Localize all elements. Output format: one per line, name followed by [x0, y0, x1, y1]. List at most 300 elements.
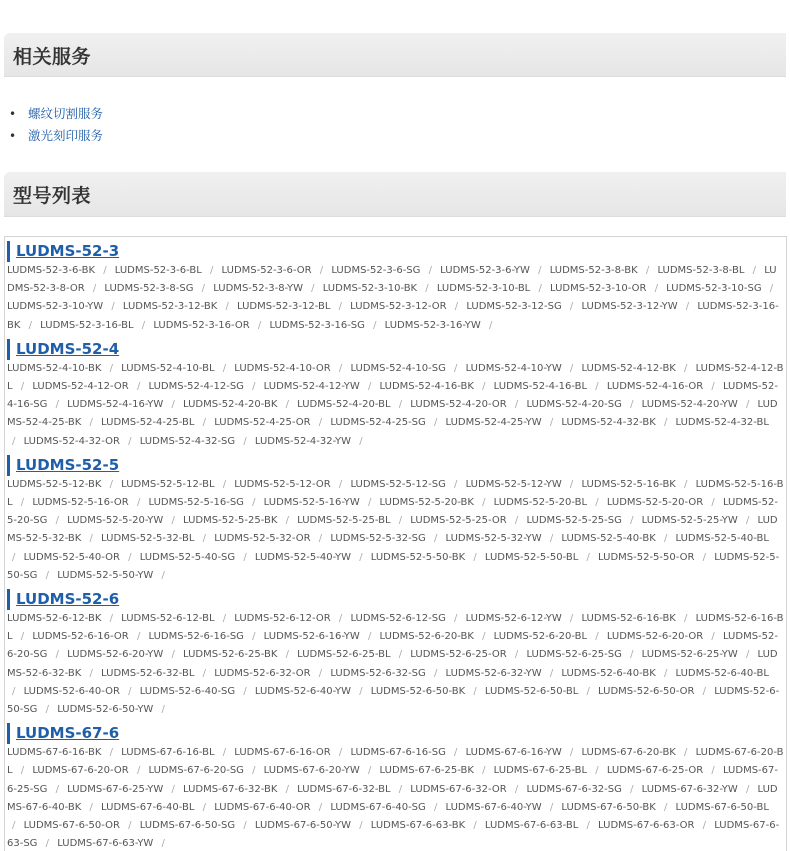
separator: / [549, 417, 554, 429]
separator: / [769, 283, 774, 295]
part-number-link[interactable]: LUDMS-52-6-25-SG [526, 649, 622, 661]
separator: / [252, 765, 256, 777]
part-number-link[interactable]: LUDMS-52-4-20-OR [410, 399, 507, 411]
part-number-link[interactable]: LUDMS-52-6-50-YW [57, 704, 154, 716]
part-number-link[interactable]: LUDMS-67-6-50-BK [561, 801, 656, 813]
part-number-link[interactable]: LUDMS-52-6-20-SG [7, 631, 778, 661]
part-number-link[interactable]: LUDMS-52-5-25-BL [297, 515, 391, 527]
part-number-link[interactable]: LUDMS-67-6-16-BK [7, 747, 102, 759]
part-number-link[interactable]: LUDMS-52-4-10-SG [350, 362, 446, 374]
part-number-link[interactable]: LUDMS-67-6-40-BK [7, 783, 778, 813]
separator: / [92, 283, 97, 295]
part-number-link[interactable]: LUDMS-52-6-25-YW [641, 649, 738, 661]
separator: / [454, 747, 458, 759]
part-number-link[interactable]: LUDMS-52-4-12-BK [581, 362, 676, 374]
model-group-title[interactable]: LUDMS-52-3 [7, 241, 786, 262]
separator: / [89, 417, 93, 429]
part-number-link[interactable]: LUDMS-52-6-16-BK [581, 613, 676, 625]
separator: / [55, 783, 59, 795]
part-number-link[interactable]: LUDMS-52-5-32-BK [7, 515, 778, 545]
part-number-link[interactable]: LUDMS-52-3-10-BL [436, 283, 531, 295]
part-number-link[interactable]: LUDMS-52-3-6-BK [7, 265, 96, 276]
separator: / [654, 283, 658, 295]
separator: / [663, 667, 668, 679]
part-number-link[interactable]: LUDMS-67-6-40-OR [214, 801, 311, 813]
part-number-link[interactable]: LUDMS-52-4-20-SG [526, 399, 622, 411]
part-number-link[interactable]: LUDMS-52-6-32-SG [330, 667, 426, 679]
separator: / [745, 515, 750, 527]
part-number-link[interactable]: LUDMS-52-6-50-BL [484, 685, 579, 697]
part-number-link[interactable]: LUDMS-52-4-32-SG [139, 435, 236, 447]
part-number-link[interactable]: LUDMS-52-4-10-BL [121, 362, 215, 374]
part-number-link[interactable]: LUDMS-67-6-50-OR [23, 820, 120, 832]
part-number-link[interactable]: LUDMS-52-3-6-BL [114, 265, 202, 276]
separator: / [711, 497, 715, 509]
part-number-link[interactable]: LUDMS-52-5-40-BL [675, 533, 769, 545]
separator: / [684, 613, 688, 625]
separator: / [684, 478, 688, 490]
part-number-link[interactable]: LUDMS-52-6-12-YW [465, 613, 562, 625]
separator: / [425, 283, 429, 295]
part-number-link[interactable]: LUDMS-52-5-16-YW [263, 497, 360, 509]
separator: / [359, 820, 363, 832]
separator: / [454, 613, 458, 625]
separator: / [243, 551, 247, 563]
part-number-link[interactable]: LUDMS-52-6-50-BK [370, 685, 466, 697]
part-number-link[interactable]: LUDMS-52-3-6-YW [440, 265, 530, 276]
separator: / [318, 801, 323, 813]
part-number-link[interactable]: LUDMS-52-4-25-YW [445, 417, 542, 429]
separator: / [398, 783, 403, 795]
separator: / [663, 533, 668, 545]
part-number-link[interactable]: LUDMS-67-6-25-BL [493, 765, 588, 777]
separator: / [367, 381, 372, 393]
part-number-link[interactable]: LUDMS-52-5-40-YW [254, 551, 352, 563]
part-number-link[interactable]: LUDMS-52-5-20-YW [67, 515, 164, 527]
separator: / [630, 515, 634, 527]
part-number-link[interactable]: LUDMS-52-3-10-YW [7, 301, 104, 313]
separator: / [12, 820, 16, 832]
list-item [9, 103, 103, 125]
part-number-link[interactable]: LUDMS-52-6-20-OR [606, 631, 704, 643]
part-number-link[interactable]: LUDMS-52-3-6-OR [221, 265, 312, 276]
separator: / [285, 515, 289, 527]
part-number-link[interactable]: LUDMS-52-3-8-BK [549, 265, 638, 276]
part-number-link[interactable]: LUDMS-52-3-10-BK [322, 283, 418, 295]
part-number-link[interactable]: LUDMS-67-6-32-OR [410, 783, 507, 795]
part-number-link[interactable]: LUDMS-52-4-32-OR [23, 435, 120, 447]
separator: / [367, 497, 372, 509]
separator: / [569, 747, 574, 759]
model-group-title[interactable]: LUDMS-52-4 [7, 339, 786, 360]
part-number-link[interactable]: LUDMS-52-6-40-YW [254, 685, 352, 697]
separator: / [549, 533, 554, 545]
part-number-link[interactable]: LUDMS-52-3-10-SG [666, 283, 762, 295]
separator: / [595, 631, 599, 643]
part-number-link[interactable]: LUDMS-67-6-32-YW [641, 783, 738, 795]
part-number-link[interactable]: LUDMS-52-4-25-SG [330, 417, 426, 429]
separator: / [311, 283, 315, 295]
part-number-link[interactable]: LUDMS-52-4-10-BK [7, 362, 102, 374]
separator: / [285, 783, 289, 795]
part-number-link[interactable]: LUDMS-67-6-32-BL [297, 783, 391, 795]
separator: / [318, 533, 323, 545]
part-number-link[interactable]: LUDMS-67-6-50-YW [254, 820, 352, 832]
part-number-link[interactable]: LUDMS-52-5-12-OR [234, 478, 331, 490]
part-number-link[interactable]: LUDMS-52-4-12-BL [7, 362, 784, 393]
separator: / [702, 551, 707, 563]
part-number-link[interactable]: LUDMS-52-4-32-YW [254, 435, 352, 447]
part-number-link[interactable]: LUDMS-52-6-50-SG [7, 685, 780, 716]
separator: / [225, 301, 229, 313]
separator: / [202, 417, 206, 429]
part-number-link[interactable]: LUDMS-52-6-32-OR [214, 667, 311, 679]
part-number-link[interactable]: LUDMS-52-5-16-BK [581, 478, 676, 490]
separator: / [12, 435, 16, 447]
part-number-link[interactable]: LUDMS-52-5-25-YW [641, 515, 738, 527]
part-number-link[interactable]: LUDMS-67-6-63-BK [370, 820, 466, 832]
part-number-link[interactable]: LUDMS-52-4-10-OR [234, 362, 331, 374]
separator: / [55, 649, 59, 661]
part-number-link[interactable]: LUDMS-52-5-25-BK [183, 515, 278, 527]
part-number-link[interactable]: LUDMS-52-5-12-BL [121, 478, 215, 490]
separator: / [514, 399, 519, 411]
separator: / [586, 685, 590, 697]
separator: / [20, 497, 25, 509]
part-number-link[interactable]: LUDMS-67-6-20-YW [263, 765, 360, 777]
separator: / [663, 801, 668, 813]
part-number-link[interactable]: LUDMS-67-6-20-OR [32, 765, 129, 777]
part-number-link[interactable]: LUDMS-67-6-16-OR [234, 747, 331, 759]
part-number-link[interactable]: LUDMS-67-6-16-BL [121, 747, 215, 759]
separator: / [711, 381, 715, 393]
separator: / [202, 667, 206, 679]
separator: / [482, 765, 486, 777]
part-number-link[interactable]: LUDMS-52-4-20-BK [183, 399, 278, 411]
part-number-link[interactable]: LUDMS-52-6-40-SG [139, 685, 236, 697]
part-number-link[interactable]: LUDMS-52-4-25-BK [7, 399, 778, 429]
part-number-link[interactable]: LUDMS-52-5-50-SG [7, 551, 780, 581]
part-number-list [7, 744, 786, 851]
separator: / [454, 301, 459, 313]
separator: / [454, 362, 458, 374]
part-number-link[interactable]: LUDMS-52-5-50-BL [484, 551, 579, 563]
separator: / [367, 765, 372, 777]
separator: / [161, 704, 165, 716]
part-number-link[interactable]: LUDMS-67-6-40-YW [445, 801, 542, 813]
part-number-link[interactable]: LUDMS-67-6-32-SG [526, 783, 622, 795]
separator: / [473, 685, 477, 697]
related-services-header [4, 33, 786, 77]
separator: / [243, 820, 247, 832]
part-number-link[interactable]: LUDMS-52-6-25-BK [183, 649, 278, 661]
separator: / [128, 551, 132, 563]
part-number-link[interactable]: LUDMS-67-6-40-SG [330, 801, 426, 813]
part-number-link[interactable]: LUDMS-52-5-16-SG [148, 497, 244, 509]
separator: / [482, 381, 486, 393]
separator: / [285, 399, 289, 411]
separator: / [201, 283, 206, 295]
part-number-link[interactable]: LUDMS-52-5-12-BK [7, 478, 102, 490]
part-number-link[interactable]: LUDMS-52-5-25-SG [526, 515, 622, 527]
separator: / [136, 381, 141, 393]
part-number-link[interactable]: LUDMS-52-6-16-BL [7, 613, 784, 643]
part-number-link[interactable]: LUDMS-52-6-40-BL [675, 667, 769, 679]
part-number-link[interactable]: LUDMS-52-4-20-YW [641, 399, 738, 411]
model-group-title[interactable]: LUDMS-52-6 [7, 589, 786, 610]
separator: / [45, 704, 49, 716]
separator: / [45, 838, 49, 850]
part-number-link[interactable]: LUDMS-52-6-32-BK [7, 649, 778, 679]
part-number-link[interactable]: LUDMS-52-5-32-SG [330, 533, 426, 545]
part-number-link[interactable]: LUDMS-52-3-8-OR [7, 265, 777, 295]
part-number-link[interactable]: LUDMS-52-3-12-SG [466, 301, 562, 313]
part-number-link[interactable]: LUDMS-52-3-10-OR [550, 283, 647, 295]
part-number-link[interactable]: LUDMS-52-3-6-SG [331, 265, 421, 276]
part-number-link[interactable]: LUDMS-52-4-10-YW [465, 362, 562, 374]
separator: / [586, 820, 590, 832]
part-number-link[interactable]: LUDMS-52-4-16-SG [7, 381, 778, 411]
model-group-title[interactable]: LUDMS-52-5 [7, 455, 786, 476]
separator: / [55, 515, 59, 527]
separator: / [373, 319, 377, 331]
part-number-link[interactable]: LUDMS-52-4-12-YW [263, 381, 360, 393]
part-number-link[interactable]: LUDMS-52-6-16-YW [263, 631, 360, 643]
part-number-link[interactable]: LUDMS-52-5-40-OR [23, 551, 120, 563]
part-number-link[interactable]: LUDMS-52-5-16-OR [32, 497, 129, 509]
part-number-link[interactable]: LUDMS-67-6-63-SG [7, 820, 780, 850]
bullet-icon: • [9, 107, 17, 121]
separator: / [171, 515, 175, 527]
separator: / [209, 265, 214, 276]
separator: / [473, 820, 477, 832]
separator: / [514, 649, 519, 661]
separator: / [630, 649, 634, 661]
separator: / [433, 667, 438, 679]
part-number-link[interactable]: LUDMS-52-6-32-YW [445, 667, 542, 679]
part-number-link[interactable]: LUDMS-52-5-50-YW [57, 569, 154, 581]
part-number-link[interactable]: LUDMS-67-6-20-BL [7, 747, 784, 777]
part-number-link[interactable]: LUDMS-52-5-32-YW [445, 533, 542, 545]
part-number-link[interactable]: LUDMS-52-5-25-OR [410, 515, 507, 527]
part-number-link[interactable]: LUDMS-52-3-8-BL [657, 265, 745, 276]
separator: / [252, 631, 256, 643]
part-number-link[interactable]: LUDMS-52-4-16-YW [67, 399, 164, 411]
separator: / [538, 283, 542, 295]
part-number-link[interactable]: LUDMS-67-6-20-SG [148, 765, 244, 777]
part-number-link[interactable]: LUDMS-67-6-16-YW [465, 747, 562, 759]
model-group [7, 455, 786, 585]
separator: / [318, 417, 323, 429]
separator: / [488, 319, 493, 331]
part-number-link[interactable]: LUDMS-52-6-12-BL [121, 613, 215, 625]
part-number-link[interactable]: LUDMS-52-5-20-BL [493, 497, 588, 509]
part-number-link[interactable]: LUDMS-52-4-25-OR [214, 417, 311, 429]
separator: / [109, 747, 113, 759]
part-number-link[interactable]: LUDMS-52-4-32-BK [561, 417, 656, 429]
separator: / [645, 265, 650, 276]
separator: / [171, 783, 175, 795]
separator: / [359, 551, 363, 563]
separator: / [549, 801, 554, 813]
part-number-link[interactable]: LUDMS-52-5-32-OR [214, 533, 311, 545]
separator: / [20, 381, 25, 393]
separator: / [684, 362, 688, 374]
part-number-list [7, 476, 786, 585]
part-number-link[interactable]: LUDMS-52-6-20-YW [67, 649, 164, 661]
separator: / [428, 265, 432, 276]
part-number-link[interactable]: LUDMS-52-5-12-SG [350, 478, 446, 490]
separator: / [222, 478, 227, 490]
separator: / [171, 649, 175, 661]
part-number-link[interactable]: LUDMS-52-3-12-YW [581, 301, 678, 313]
part-number-link[interactable]: LUDMS-52-5-40-BK [561, 533, 656, 545]
part-number-link[interactable]: LUDMS-52-4-16-OR [606, 381, 704, 393]
separator: / [338, 301, 342, 313]
part-number-link[interactable]: LUDMS-52-5-20-BK [379, 497, 474, 509]
part-number-link[interactable]: LUDMS-52-3-16-OR [153, 319, 250, 331]
part-number-link[interactable]: LUDMS-52-5-32-BL [101, 533, 195, 545]
separator: / [319, 265, 324, 276]
part-number-link[interactable]: LUDMS-52-6-25-BL [297, 649, 391, 661]
part-number-link[interactable]: LUDMS-52-3-8-YW [213, 283, 303, 295]
part-number-link[interactable]: LUDMS-52-3-16-BL [40, 319, 134, 331]
part-number-link[interactable]: LUDMS-52-6-16-SG [148, 631, 244, 643]
separator: / [338, 613, 343, 625]
part-number-link[interactable]: LUDMS-52-4-16-BL [493, 381, 588, 393]
part-number-link[interactable]: LUDMS-52-3-16-BK [7, 301, 779, 331]
part-number-link[interactable]: LUDMS-67-6-25-BK [379, 765, 474, 777]
separator: / [711, 631, 715, 643]
separator: / [595, 381, 599, 393]
part-number-link[interactable]: LUDMS-52-4-12-OR [32, 381, 129, 393]
service-link-thread-cutting[interactable]: 螺纹切割服务 [28, 106, 104, 121]
separator: / [454, 478, 458, 490]
separator: / [538, 265, 542, 276]
part-number-link[interactable]: LUDMS-67-6-40-BL [101, 801, 195, 813]
part-number-link[interactable]: LUDMS-52-3-16-SG [269, 319, 365, 331]
service-link-laser-marking[interactable]: 激光刻印服务 [28, 128, 104, 143]
separator: / [103, 265, 107, 276]
part-number-link[interactable]: LUDMS-52-6-40-BK [561, 667, 656, 679]
part-number-list [7, 262, 786, 335]
separator: / [318, 667, 323, 679]
separator: / [202, 801, 206, 813]
part-number-link[interactable]: LUDMS-52-3-12-OR [350, 301, 447, 313]
part-number-link[interactable]: LUDMS-52-5-50-BK [370, 551, 466, 563]
part-number-link[interactable]: LUDMS-52-6-20-BL [493, 631, 588, 643]
separator: / [338, 747, 343, 759]
separator: / [252, 381, 256, 393]
separator: / [595, 497, 599, 509]
part-number-link[interactable]: LUDMS-67-6-32-BK [183, 783, 278, 795]
part-number-link[interactable]: LUDMS-52-5-20-SG [7, 497, 778, 527]
separator: / [514, 783, 519, 795]
part-number-link[interactable]: LUDMS-52-4-12-SG [148, 381, 244, 393]
separator: / [243, 435, 247, 447]
part-number-link[interactable]: LUDMS-67-6-25-YW [67, 783, 164, 795]
part-number-link[interactable]: LUDMS-67-6-50-SG [139, 820, 236, 832]
part-number-link[interactable]: LUDMS-52-6-12-BK [7, 613, 102, 625]
part-number-link[interactable]: LUDMS-52-6-12-OR [234, 613, 331, 625]
model-list-title: 型号列表 [13, 185, 92, 207]
separator: / [285, 649, 289, 661]
part-number-link[interactable]: LUDMS-52-3-8-SG [104, 283, 194, 295]
separator: / [222, 747, 227, 759]
part-number-link[interactable]: LUDMS-52-4-16-BK [379, 381, 474, 393]
part-number-link[interactable]: LUDMS-52-5-20-OR [606, 497, 704, 509]
separator: / [55, 399, 59, 411]
separator: / [12, 685, 16, 697]
separator: / [482, 497, 486, 509]
part-number-link[interactable]: LUDMS-67-6-50-BL [675, 801, 769, 813]
separator: / [89, 667, 93, 679]
part-number-link[interactable]: LUDMS-52-6-32-BL [101, 667, 195, 679]
part-number-link[interactable]: LUDMS-52-6-40-OR [23, 685, 120, 697]
part-number-link[interactable]: LUDMS-67-6-63-OR [598, 820, 695, 832]
part-number-link[interactable]: LUDMS-67-6-63-BL [484, 820, 579, 832]
part-number-link[interactable]: LUDMS-52-4-20-BL [297, 399, 391, 411]
separator: / [702, 685, 707, 697]
part-number-link[interactable]: LUDMS-52-4-25-BL [101, 417, 195, 429]
separator: / [338, 478, 343, 490]
part-number-link[interactable]: LUDMS-52-6-12-SG [350, 613, 446, 625]
part-number-link[interactable]: LUDMS-52-3-12-BL [237, 301, 331, 313]
separator: / [128, 820, 132, 832]
part-number-link[interactable]: LUDMS-52-4-32-BL [675, 417, 769, 429]
separator: / [338, 362, 343, 374]
separator: / [45, 569, 49, 581]
part-number-link[interactable]: LUDMS-67-6-25-SG [7, 765, 778, 795]
separator: / [20, 765, 25, 777]
separator: / [684, 747, 688, 759]
related-services-list [9, 103, 103, 147]
part-number-link[interactable]: LUDMS-52-5-50-OR [598, 551, 695, 563]
separator: / [745, 649, 750, 661]
separator: / [359, 685, 363, 697]
part-number-link[interactable]: LUDMS-52-6-16-OR [32, 631, 129, 643]
part-number-link[interactable]: LUDMS-52-5-12-YW [465, 478, 562, 490]
separator: / [745, 783, 750, 795]
part-number-link[interactable]: LUDMS-67-6-20-BK [581, 747, 676, 759]
part-number-link[interactable]: LUDMS-52-3-16-YW [384, 319, 481, 331]
part-number-link[interactable]: LUDMS-52-6-20-BK [379, 631, 474, 643]
part-number-link[interactable]: LUDMS-52-6-25-OR [410, 649, 507, 661]
separator: / [685, 301, 690, 313]
part-number-link[interactable]: LUDMS-67-6-25-OR [606, 765, 704, 777]
part-number-link[interactable]: LUDMS-67-6-63-YW [57, 838, 154, 850]
separator: / [745, 399, 750, 411]
separator: / [569, 613, 574, 625]
separator: / [128, 685, 132, 697]
separator: / [136, 765, 141, 777]
separator: / [630, 783, 634, 795]
model-list-box [4, 236, 787, 851]
part-number-link[interactable]: LUDMS-52-6-50-OR [598, 685, 695, 697]
model-group [7, 589, 786, 719]
separator: / [243, 685, 247, 697]
separator: / [161, 838, 165, 850]
part-number-link[interactable]: LUDMS-52-5-40-SG [139, 551, 236, 563]
separator: / [111, 301, 115, 313]
model-group-title[interactable]: LUDMS-67-6 [7, 723, 786, 744]
model-list-header [4, 172, 786, 217]
part-number-link[interactable]: LUDMS-67-6-16-SG [350, 747, 446, 759]
part-number-link[interactable]: LUDMS-52-3-12-BK [122, 301, 218, 313]
part-number-link[interactable]: LUDMS-52-5-16-BL [7, 478, 784, 509]
separator: / [136, 631, 141, 643]
separator: / [136, 497, 141, 509]
